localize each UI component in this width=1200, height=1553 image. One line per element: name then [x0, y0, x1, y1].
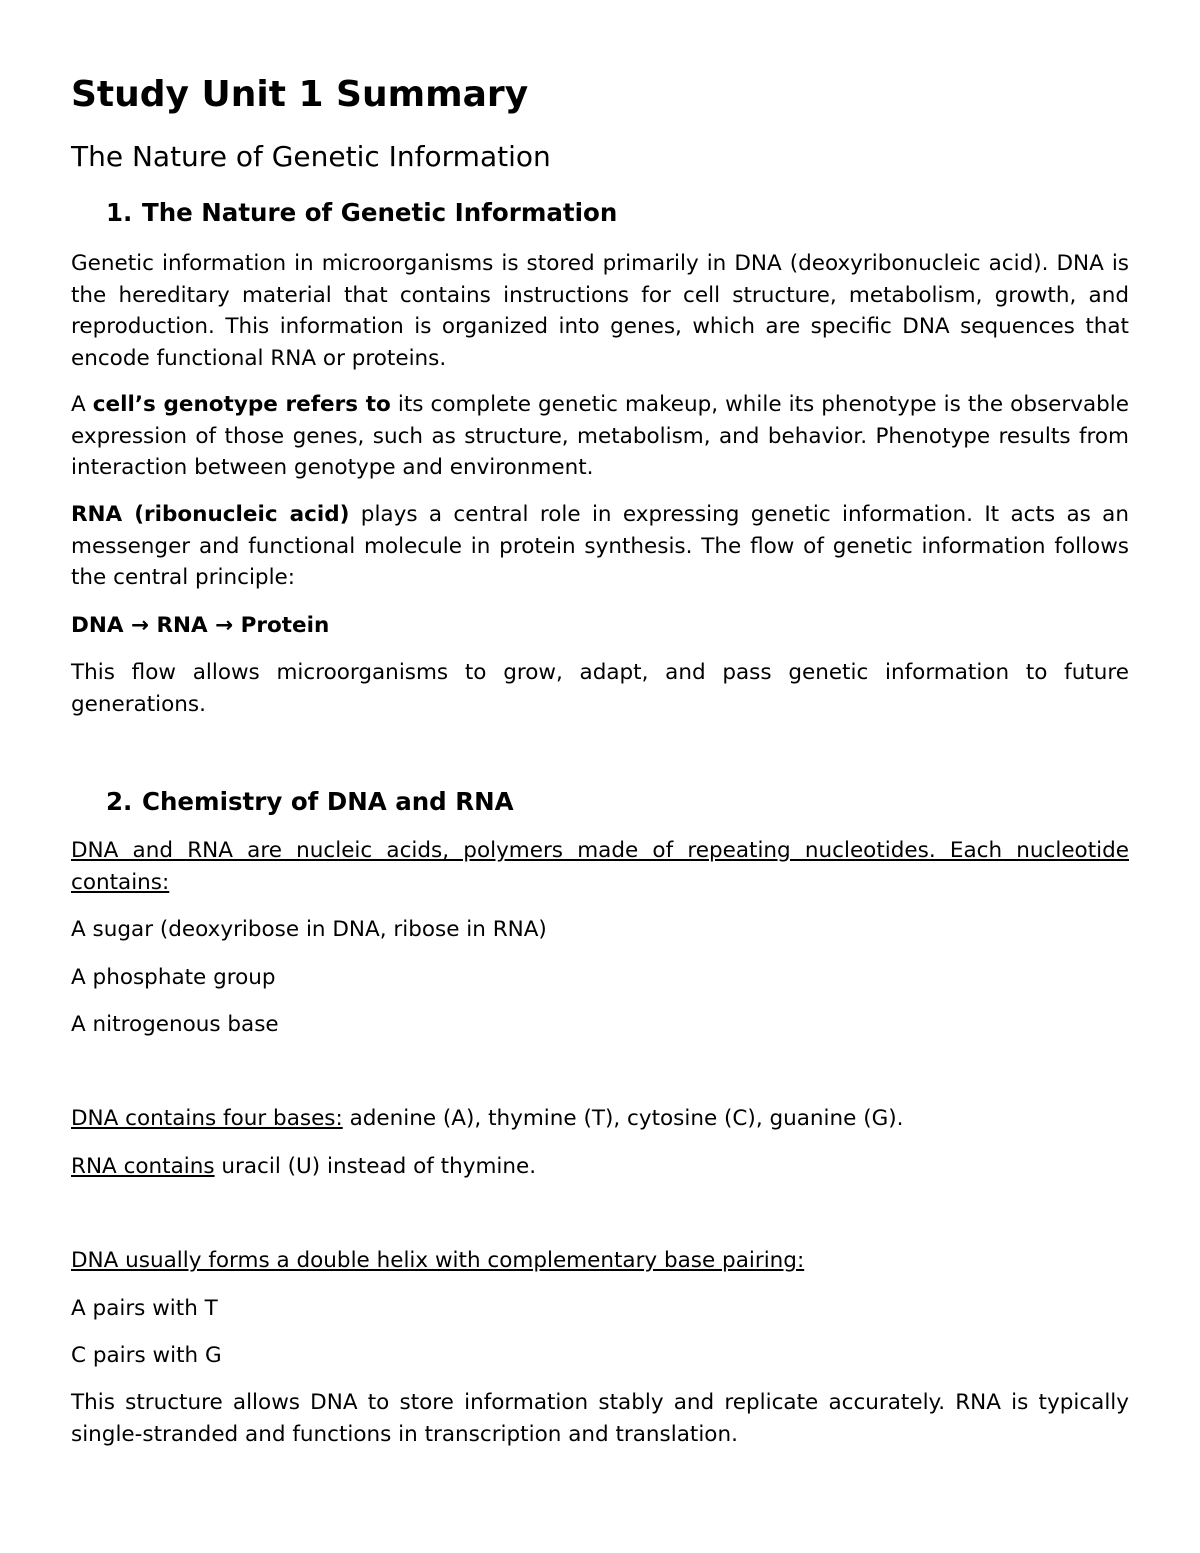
para-2-rest: its complete genetic makeup, while its phenotype is the observable expression of those genes, such as structure, metabolism, and behavior. Phenotype results from interaction between genotype and environment. [71, 392, 1130, 480]
rna-term: RNA (ribonucleic acid) [71, 502, 350, 527]
section-1-paragraph-3 [71, 499, 1129, 594]
pair-a-t: A pairs with T [71, 1296, 218, 1321]
para-2-prefix: A [71, 392, 93, 417]
helix-intro: DNA usually forms a double helix with complementary base pairing: [71, 1248, 805, 1273]
rna-bases-text: uracil (U) instead of thymine. [214, 1154, 537, 1179]
para-3-rest: plays a central role in expressing genetic information. It acts as an messenger and functional molecule in protein synthesis. The flow of genetic information follows the central principle: [71, 502, 1129, 590]
rna-bases [71, 1151, 536, 1183]
rna-bases-label: RNA contains [71, 1154, 215, 1179]
section-1-number: 1. [106, 198, 133, 227]
dna-bases [71, 1103, 904, 1135]
central-dogma: DNA → RNA → Protein [71, 613, 330, 638]
section-1-paragraph-4: This flow allows microorganisms to grow, adapt, and pass genetic information to future generations. [71, 660, 1129, 717]
section-2-title: Chemistry of DNA and RNA [142, 787, 514, 816]
section-1-title: The Nature of Genetic Information [142, 198, 618, 227]
document-title: Study Unit 1 Summary [71, 74, 529, 115]
section-1-paragraph-1: Genetic information in microorganisms is stored primarily in DNA (deoxyribonucleic acid). DNA is the hereditary material that contains instructions for cell structure, metabolism, growth, and reproduction. This information is organized into genes, which are specific DNA sequences that encode functional RNA or proteins. [71, 251, 1129, 371]
component-sugar: A sugar (deoxyribose in DNA, ribose in RNA) [71, 917, 547, 942]
component-base: A nitrogenous base [71, 1012, 279, 1037]
section-1-heading [106, 197, 617, 229]
pair-c-g: C pairs with G [71, 1343, 222, 1368]
nucleotide-intro: DNA and RNA are nucleic acids, polymers made of repeating nucleotides. Each nucleotide contains: [71, 838, 1129, 895]
section-2-number: 2. [106, 787, 133, 816]
closing-paragraph: This structure allows DNA to store information stably and replicate accurately. RNA is typically single-stranded and functions in transcription and translation. [71, 1390, 1129, 1447]
dna-bases-text: adenine (A), thymine (T), cytosine (C), guanine (G). [342, 1106, 904, 1131]
section-2-heading [106, 786, 514, 818]
genotype-term: cell’s genotype refers to [92, 392, 391, 417]
section-1-paragraph-2 [71, 389, 1129, 484]
dna-bases-label: DNA contains four bases: [71, 1106, 343, 1131]
document-subtitle: The Nature of Genetic Information [71, 140, 551, 173]
component-phosphate: A phosphate group [71, 965, 276, 990]
